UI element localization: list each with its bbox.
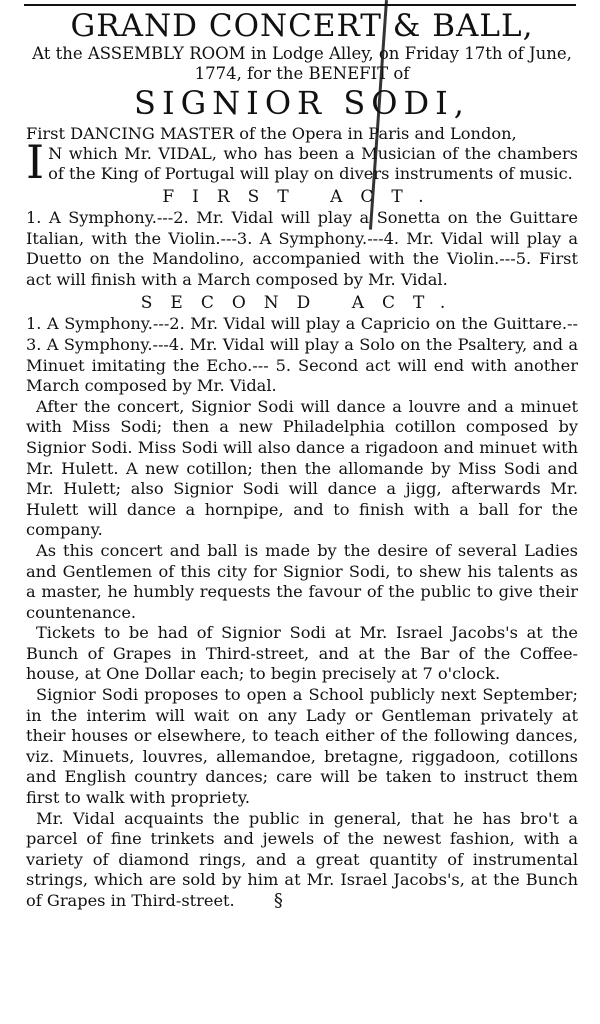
school-paragraph: Signior Sodi proposes to open a School publicly next September; in the interim will wait on any Lady or Gentleman privately at their houses or elsewhere, to teach either of the following dances, viz. Minuets, louvres, allemandoe, bretagne, riggadoon, cotillons and English country dances; care will be taken to instruct them first to walk with propriety.	[26, 685, 578, 808]
vidal-goods-text: Mr. Vidal acquaints the public in general, that he has bro't a parcel of fine trinkets and jewels of the newest fashion, with a variety of diamond rings, and a great quantity of instrumental strings, which are sold by him at Mr. Israel Jacobs's, at the Bunch of Grapes in Third-street.	[26, 808, 578, 910]
advert-body	[26, 8, 578, 912]
tickets-paragraph: Tickets to be had of Signior Sodi at Mr. Israel Jacobs's at the Bunch of Grapes in Third-street, and at the Bar of the Coffee-house, at One Dollar each; to begin precisely at 7 o'clock.	[26, 623, 578, 684]
vidal-goods-paragraph	[26, 809, 578, 912]
dance-program-paragraph: After the concert, Signior Sodi will dance a louvre and a minuet with Miss Sodi; then a new Philadelphia cotillon composed by Signior Sodi. Miss Sodi will also dance a rigadoon and minuet with Mr. Hulett. A new cotillon; then the allomande by Miss Sodi and Mr. Hulett; also Signior Sodi will dance a jigg, afterwards Mr. Hulett will dance a hornpipe, and to finish with a ball for the company.	[26, 396, 578, 540]
second-act-program: 1. A Symphony.---2. Mr. Vidal will play a Capricio on the Guittare.-- 3. A Symphony.---4. Mr. Vidal will play a Solo on the Psaltery, and a Minuet imitating the Echo.--- 5. Second act will end with another March composed by Mr. Vidal.	[26, 314, 578, 396]
opening-paragraph	[26, 135, 578, 189]
second-act-heading: SECOND ACT.	[140, 293, 464, 314]
top-rule	[24, 4, 576, 6]
section-mark: §	[273, 890, 283, 911]
request-paragraph: As this concert and ball is made by the desire of several Ladies and Gentlemen of this city for Signior Sodi, to shew his talents as a master, he humbly requests the favour of the public to give their countenance.	[26, 540, 578, 622]
opening-text: N which Mr. VIDAL, who has been a Musician of the chambers of the King of Portugal will play on divers instruments of music.	[48, 144, 578, 183]
concert-title: GRAND CONCERT & BALL,	[70, 8, 534, 44]
first-act-program: 1. A Symphony.---2. Mr. Vidal will play a Sonetta on the Guittare Italian, with the Violin.---3. A Symphony.---4. Mr. Vidal will play a Duetto on the Mandolino, accompanied with the Violin.---5. First act will finish with a March composed by Mr. Vidal.	[26, 208, 578, 289]
beneficiary-name: SIGNIOR SODI,	[134, 84, 470, 122]
drop-cap: I	[26, 135, 45, 189]
first-act-heading: FIRST ACT.	[162, 187, 442, 207]
beneficiary-title: First DANCING MASTER of the Opera in Paris and London,	[26, 124, 517, 143]
venue-date-line: At the ASSEMBLY ROOM in Lodge Alley, on Friday 17th of June, 1774, for the BENEFIT of	[32, 44, 572, 83]
